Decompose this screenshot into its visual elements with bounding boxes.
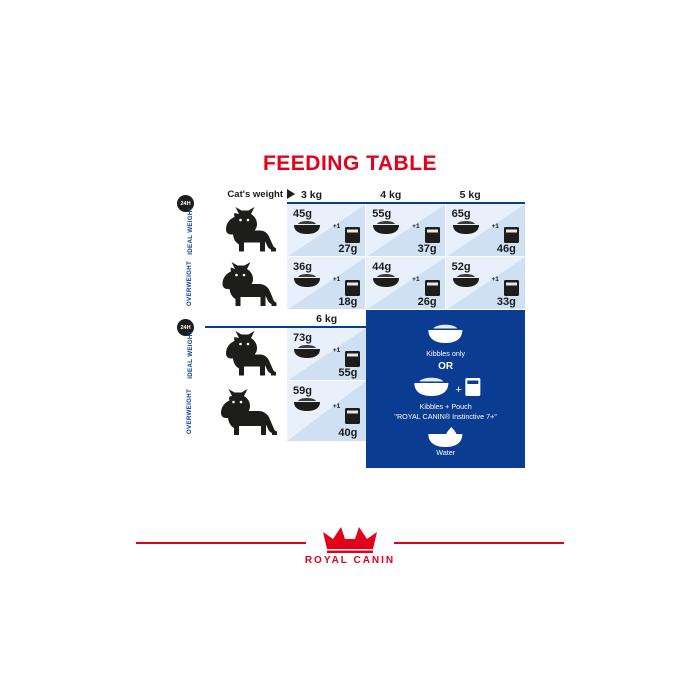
kibble-amount: 45g xyxy=(293,208,312,220)
legend-kibbles-pouch-1: Kibbles + Pouch xyxy=(419,402,472,411)
plus-one-label: +1 xyxy=(332,347,341,354)
bowl-icon xyxy=(452,272,480,288)
table-row xyxy=(175,200,525,257)
kibble-amount: 59g xyxy=(293,385,312,397)
row-rail-overweight-1 xyxy=(175,257,205,310)
bowl-icon xyxy=(366,322,525,348)
table-bottom-section xyxy=(175,310,525,501)
pouch-amount: 26g xyxy=(417,296,437,308)
rail-label: IDEAL WEIGHT xyxy=(186,330,194,379)
brand-logo xyxy=(0,515,700,575)
water-bowl-icon xyxy=(366,426,525,448)
feeding-cell-6kg-overweight xyxy=(287,381,366,441)
cat-silhouette-icon xyxy=(205,257,287,310)
pouch-icon xyxy=(344,226,361,244)
weight-header-4kg: 4 kg xyxy=(366,184,445,204)
cat-silhouette-icon xyxy=(205,381,287,441)
bowl-icon xyxy=(293,219,321,235)
bowl-pouch-icons xyxy=(366,375,525,401)
plus-one-label: +1 xyxy=(491,276,499,283)
row-rail-overweight-2 xyxy=(175,381,205,441)
pouch-amount: 27g xyxy=(338,243,358,255)
feeding-cell-4kg-overweight xyxy=(366,257,445,310)
bowl-icon xyxy=(293,343,321,359)
rail-label: OVERWEIGHT xyxy=(186,260,194,307)
feeding-cell-3kg-ideal xyxy=(287,204,366,257)
plus-one-label: +1 xyxy=(332,276,341,283)
row-rail-ideal-1 xyxy=(175,200,205,257)
table-row xyxy=(175,324,366,381)
weight-header-3kg: 3 kg xyxy=(287,184,366,204)
plus-one-label: +1 xyxy=(412,276,420,283)
bowl-icon xyxy=(293,396,321,412)
rail-label: IDEAL WEIGHT xyxy=(186,206,194,255)
kibble-amount: 73g xyxy=(293,332,312,344)
cat-weight-label: Cat's weight xyxy=(227,188,283,200)
rail-label: OVERWEIGHT xyxy=(186,388,194,434)
kibble-amount: 52g xyxy=(451,261,471,273)
feeding-table xyxy=(175,184,525,501)
kibble-amount: 65g xyxy=(451,208,471,220)
feeding-cell-5kg-overweight xyxy=(446,257,525,310)
cat-silhouette-icon xyxy=(205,204,287,257)
pouch-icon xyxy=(344,279,361,297)
pouch-icon xyxy=(344,350,361,368)
table-row xyxy=(175,257,525,310)
pouch-amount: 46g xyxy=(496,243,516,255)
pouch-icon xyxy=(424,226,441,244)
legend-panel xyxy=(366,310,525,468)
feeding-cell-4kg-ideal xyxy=(366,204,445,257)
brand-rule-left xyxy=(136,542,306,544)
svg-text:+: + xyxy=(455,384,463,396)
row-rail-ideal-2 xyxy=(175,324,205,381)
legend-water: Water xyxy=(436,448,456,457)
pouch-amount: 37g xyxy=(417,243,437,255)
pouch-amount: 55g xyxy=(338,367,358,379)
weight-header-6kg: 6 kg xyxy=(287,310,366,328)
feeding-cell-3kg-overweight xyxy=(287,257,366,310)
pouch-icon xyxy=(344,407,361,425)
bowl-icon xyxy=(452,219,480,235)
weight-header-5kg: 5 kg xyxy=(446,184,525,204)
plus-one-label: +1 xyxy=(332,223,341,230)
24h-badge-icon: 24H xyxy=(177,319,194,336)
kibble-amount: 44g xyxy=(372,261,392,273)
table-header-row xyxy=(175,184,525,204)
brand-name: ROYAL CANIN xyxy=(304,555,396,566)
pouch-icon xyxy=(424,279,441,297)
plus-one-label: +1 xyxy=(332,403,341,410)
legend-or: OR xyxy=(438,361,454,372)
plus-one-label: +1 xyxy=(491,223,499,230)
table-row xyxy=(175,381,366,441)
legend-kibbles-pouch-2: "ROYAL CANIN® Instinctive 7+" xyxy=(394,412,497,421)
bowl-icon xyxy=(372,219,400,235)
pouch-amount: 18g xyxy=(338,296,358,308)
bowl-icon xyxy=(372,272,400,288)
page-title: FEEDING TABLE xyxy=(262,152,438,175)
crown-icon xyxy=(321,525,379,555)
pouch-icon xyxy=(503,279,520,297)
table-body xyxy=(175,200,525,501)
right-arrow-icon xyxy=(287,189,295,199)
cat-silhouette-icon xyxy=(205,328,287,381)
bowl-icon xyxy=(293,272,321,288)
kibble-amount: 36g xyxy=(293,261,312,273)
pouch-amount: 33g xyxy=(496,296,516,308)
pouch-amount: 40g xyxy=(338,427,358,439)
feeding-cell-6kg-ideal xyxy=(287,328,366,381)
feeding-cell-5kg-ideal xyxy=(446,204,525,257)
plus-one-label: +1 xyxy=(412,223,420,230)
legend-kibbles-only: Kibbles only xyxy=(426,349,466,358)
kibble-amount: 55g xyxy=(372,208,392,220)
pouch-icon xyxy=(503,226,520,244)
24h-badge-icon: 24H xyxy=(177,195,194,212)
brand-rule-right xyxy=(394,542,564,544)
